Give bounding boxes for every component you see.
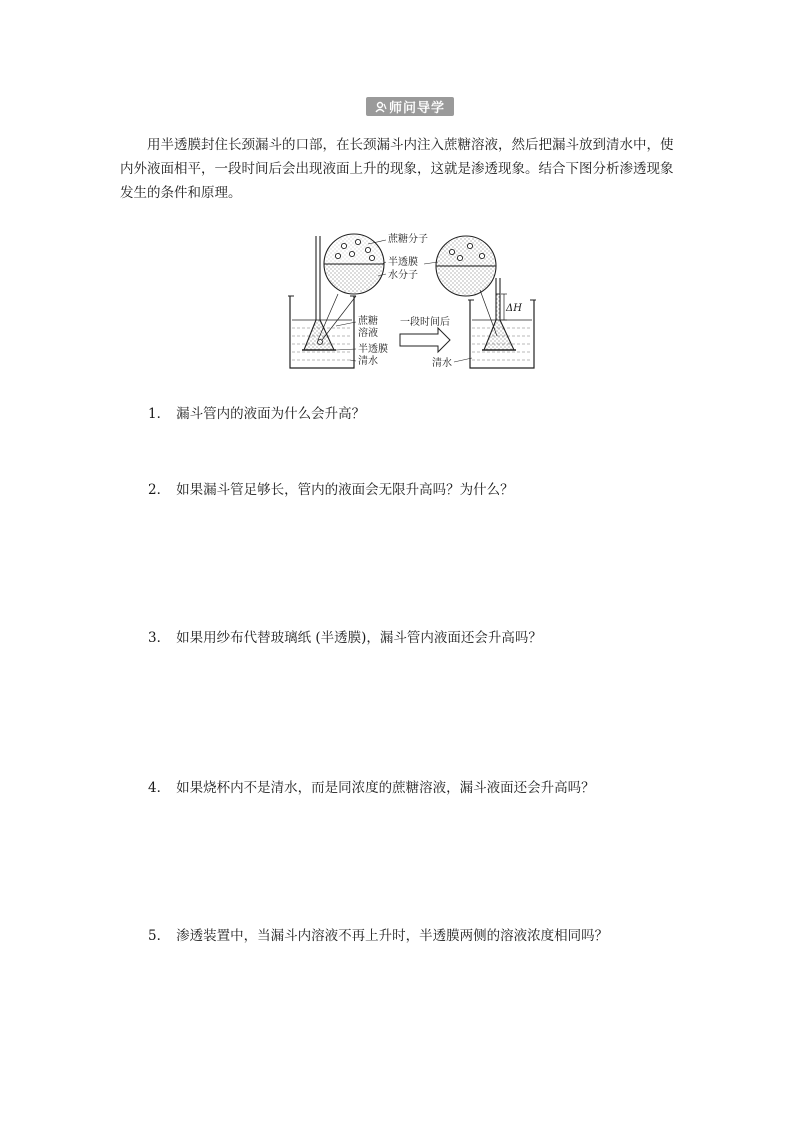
question-1-number: 1． <box>148 406 171 422</box>
label-sucrose-solution-1: 蔗糖 <box>358 316 378 327</box>
question-5-text: 渗透装置中，当漏斗内溶液不再上升时，半透膜两侧的溶液浓度相同吗？ <box>176 928 609 944</box>
delta-h-label: ΔH <box>506 303 522 314</box>
question-4-text: 如果烧杯内不是清水，而是同浓度的蔗糖溶液，漏斗液面还会升高吗？ <box>176 780 595 796</box>
question-5-number: 5． <box>148 928 171 944</box>
question-3-number: 3． <box>148 630 171 646</box>
label-water-left: 清水 <box>358 356 378 367</box>
label-sucrose-solution-2: 溶液 <box>358 328 378 339</box>
left-zoom-circle <box>324 234 384 294</box>
osmosis-figure <box>282 228 542 374</box>
question-2 <box>148 478 514 498</box>
arrow-label: 一段时间后 <box>400 317 450 328</box>
question-3 <box>148 626 542 646</box>
label-membrane-left: 半透膜 <box>358 344 388 355</box>
label-water-molecule: 水分子 <box>388 270 418 281</box>
label-sucrose-molecule: 蔗糖分子 <box>388 234 428 245</box>
question-1-text: 漏斗管内的液面为什么会升高？ <box>176 406 366 422</box>
section-badge-title: 师问导学 <box>388 101 445 116</box>
teacher-glyph-icon <box>375 101 387 113</box>
question-3-text: 如果用纱布代替玻璃纸 (半透膜)，漏斗管内液面还会升高吗？ <box>176 630 542 646</box>
right-funnel <box>482 278 516 350</box>
intro-paragraph: 用半透膜封住长颈漏斗的口部，在长颈漏斗内注入蔗糖溶液，然后把漏斗放到清水中，使内外液面相平，一段时间后会出现液面上升的现象，这就是渗透现象。结合下图分析渗透现象发生的条件和原理。 <box>120 137 674 201</box>
question-4-number: 4． <box>148 780 171 796</box>
right-zoom-circle <box>436 236 496 296</box>
question-2-number: 2． <box>148 482 171 498</box>
question-2-text: 如果漏斗管足够长，管内的液面会无限升高吗？为什么？ <box>176 482 514 498</box>
label-membrane-zoom: 半透膜 <box>388 257 418 268</box>
question-5 <box>148 924 608 944</box>
section-badge <box>366 97 454 116</box>
time-arrow <box>400 328 450 352</box>
label-water-right: 清水 <box>432 358 452 369</box>
question-1 <box>148 402 365 422</box>
question-4 <box>148 776 595 796</box>
